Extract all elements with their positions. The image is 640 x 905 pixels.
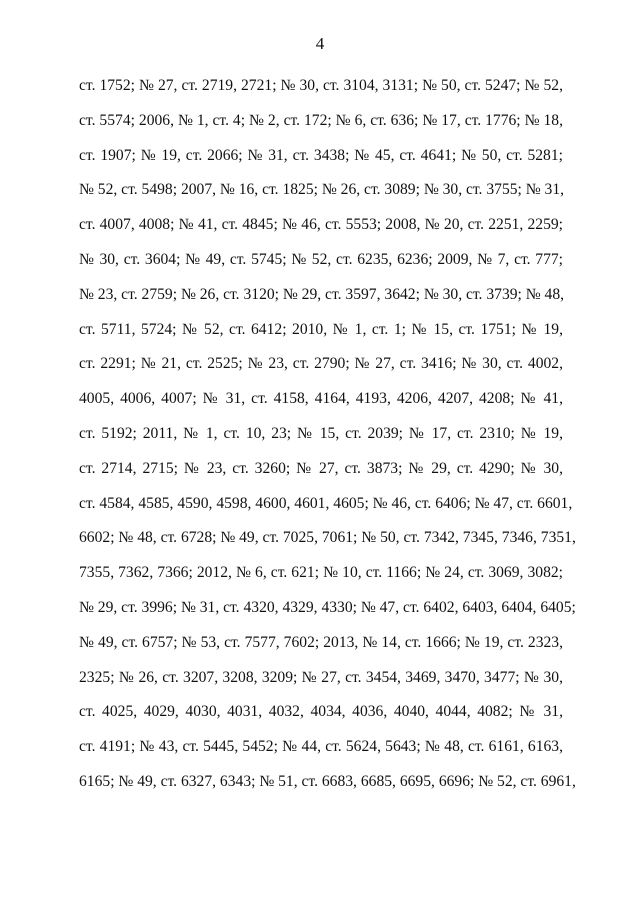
text-line-21: 6165; № 49, ст. 6327, 6343; № 51, ст. 6683, 6685, 6695, 6696; № 52, ст. 6961, xyxy=(79,772,576,790)
text-line-10: 4005, 4006, 4007; № 31, ст. 4158, 4164, 4193, 4206, 4207, 4208; № 41, xyxy=(79,390,563,408)
text-line-8: ст. 5711, 5724; № 52, ст. 6412; 2010, № 1, ст. 1; № 15, ст. 1751; № 19, xyxy=(79,320,563,338)
text-line-13: ст. 4584, 4585, 4590, 4598, 4600, 4601, 4605; № 46, ст. 6406; № 47, ст. 6601, xyxy=(79,494,573,512)
legal-references-text xyxy=(79,69,576,800)
text-line-7: № 23, ст. 2759; № 26, ст. 3120; № 29, ст. 3597, 3642; № 30, ст. 3739; № 48, xyxy=(79,285,565,303)
text-line-9: ст. 2291; № 21, ст. 2525; № 23, ст. 2790; № 27, ст. 3416; № 30, ст. 4002, xyxy=(79,355,563,373)
text-line-1: ст. 1752; № 27, ст. 2719, 2721; № 30, ст. 3104, 3131; № 50, ст. 5247; № 52, xyxy=(79,77,563,94)
text-line-11: ст. 5192; 2011, № 1, ст. 10, 23; № 15, ст. 2039; № 17, ст. 2310; № 19, xyxy=(79,424,563,442)
text-line-18: 2325; № 26, ст. 3207, 3208, 3209; № 27, ст. 3454, 3469, 3470, 3477; № 30, xyxy=(79,668,563,686)
text-line-6: № 30, ст. 3604; № 49, ст. 5745; № 52, ст. 6235, 6236; 2009, № 7, ст. 777; xyxy=(79,250,563,268)
text-line-2: ст. 5574; 2006, № 1, ст. 4; № 2, ст. 172; № 6, ст. 636; № 17, ст. 1776; № 18, xyxy=(79,111,563,129)
text-line-14: 6602; № 48, ст. 6728; № 49, ст. 7025, 7061; № 50, ст. 7342, 7345, 7346, 7351, xyxy=(79,529,576,547)
text-line-12: ст. 2714, 2715; № 23, ст. 3260; № 27, ст. 3873; № 29, ст. 4290; № 30, xyxy=(79,459,563,477)
text-line-17: № 49, ст. 6757; № 53, ст. 7577, 7602; 2013, № 14, ст. 1666; № 19, ст. 2323, xyxy=(79,633,563,651)
text-line-16: № 29, ст. 3996; № 31, ст. 4320, 4329, 4330; № 47, ст. 6402, 6403, 6404, 6405; xyxy=(79,598,576,616)
text-line-15: 7355, 7362, 7366; 2012, № 6, ст. 621; № 10, ст. 1166; № 24, ст. 3069, 3082; xyxy=(79,564,563,582)
text-line-5: ст. 4007, 4008; № 41, ст. 4845; № 46, ст. 5553; 2008, № 20, ст. 2251, 2259; xyxy=(79,216,563,234)
text-line-19: ст. 4025, 4029, 4030, 4031, 4032, 4034, 4036, 4040, 4044, 4082; № 31, xyxy=(79,703,563,721)
text-line-4: № 52, ст. 5498; 2007, № 16, ст. 1825; № 26, ст. 3089; № 30, ст. 3755; № 31, xyxy=(79,181,565,199)
text-line-3: ст. 1907; № 19, ст. 2066; № 31, ст. 3438; № 45, ст. 4641; № 50, ст. 5281; xyxy=(79,146,563,164)
page-number: 4 xyxy=(315,34,325,53)
text-line-20: ст. 4191; № 43, ст. 5445, 5452; № 44, ст. 5624, 5643; № 48, ст. 6161, 6163, xyxy=(79,738,563,756)
